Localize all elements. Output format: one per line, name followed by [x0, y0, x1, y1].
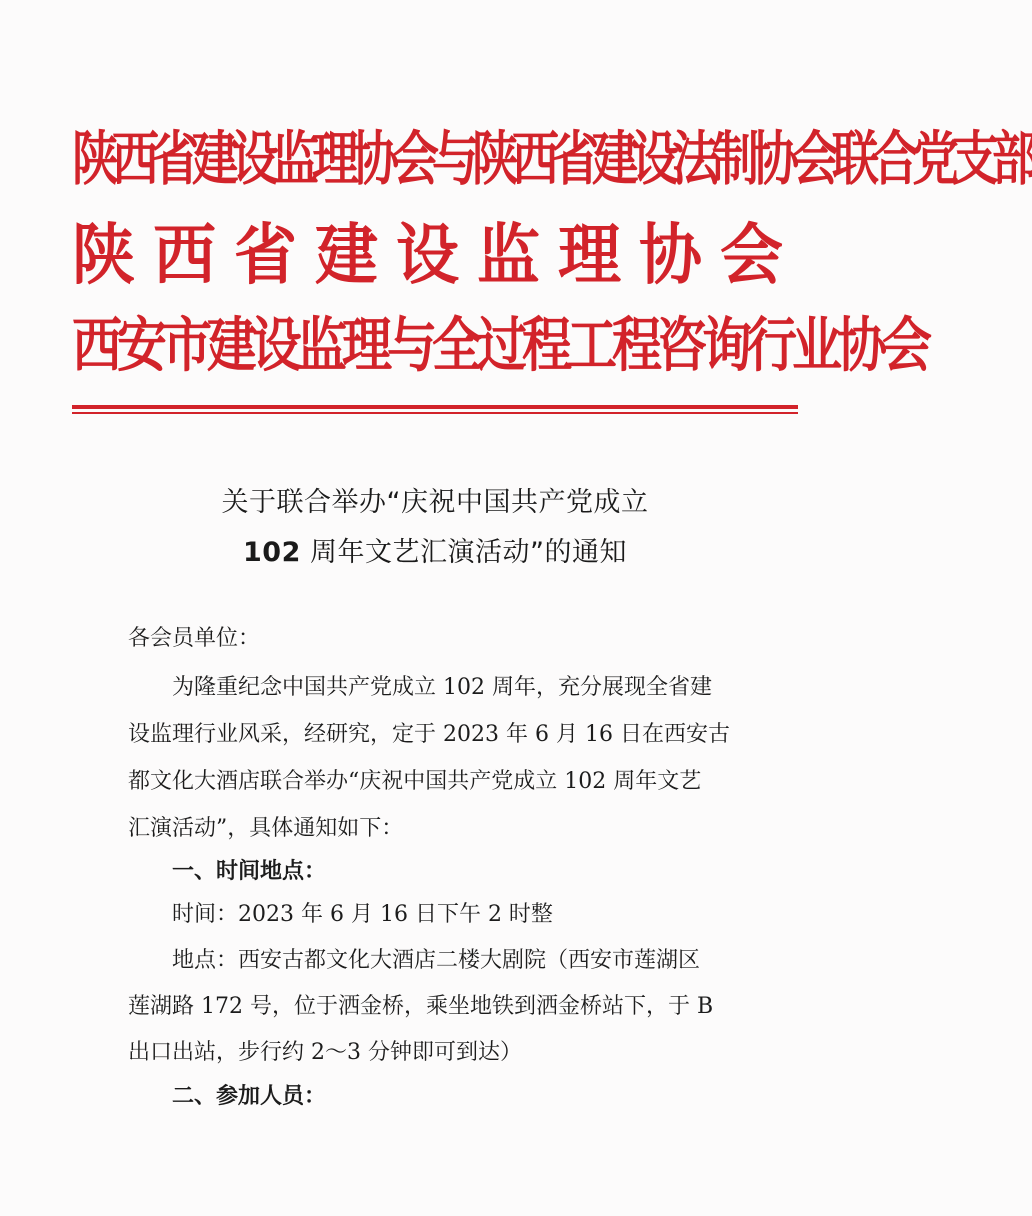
notice-title-line1: 关于联合举办“庆祝中国共产党成立 — [221, 487, 649, 518]
location-line: 地点：西安古都文化大酒店二楼大剧院（西安市莲湖区 — [172, 948, 701, 973]
section-heading-participants: 二、参加人员： — [172, 1083, 327, 1109]
paragraph-line: 设监理行业风采，经研究，定于 2023 年 6 月 16 日在西安古 — [128, 722, 730, 747]
location-line: 出口出站，步行约 2～3 分钟即可到达） — [128, 1040, 522, 1065]
title-line2-text: 周年文艺汇演活动”的通知 — [309, 537, 627, 568]
notice-title-line2 — [72, 539, 798, 566]
time-line: 时间：2023 年 6 月 16 日下午 2 时整 — [172, 902, 553, 927]
paragraph-line: 汇演活动”，具体通知如下： — [128, 816, 404, 841]
org-header-xian-association: 西安市建设监理与全过程工程咨询行业协会 — [72, 311, 927, 380]
red-divider-thick — [72, 405, 798, 409]
title-anniversary-number: 102 — [243, 537, 301, 568]
paragraph-line: 都文化大酒店联合举办“庆祝中国共产党成立 102 周年文艺 — [128, 769, 702, 794]
paragraph-line: 为隆重纪念中国共产党成立 102 周年，充分展现全省建 — [172, 675, 712, 700]
location-line: 莲湖路 172 号，位于洒金桥，乘坐地铁到洒金桥站下，于 B — [128, 994, 714, 1019]
org-header-party-branch: 陕西省建设监理协会与陕西省建设法制协会联合党支部 — [72, 125, 1032, 194]
salutation: 各会员单位： — [128, 626, 261, 651]
red-divider-thin — [72, 412, 798, 414]
org-header-shaanxi-association: 陕西省建设监理协会 — [72, 216, 801, 294]
section-heading-time-location: 一、时间地点： — [172, 858, 327, 884]
